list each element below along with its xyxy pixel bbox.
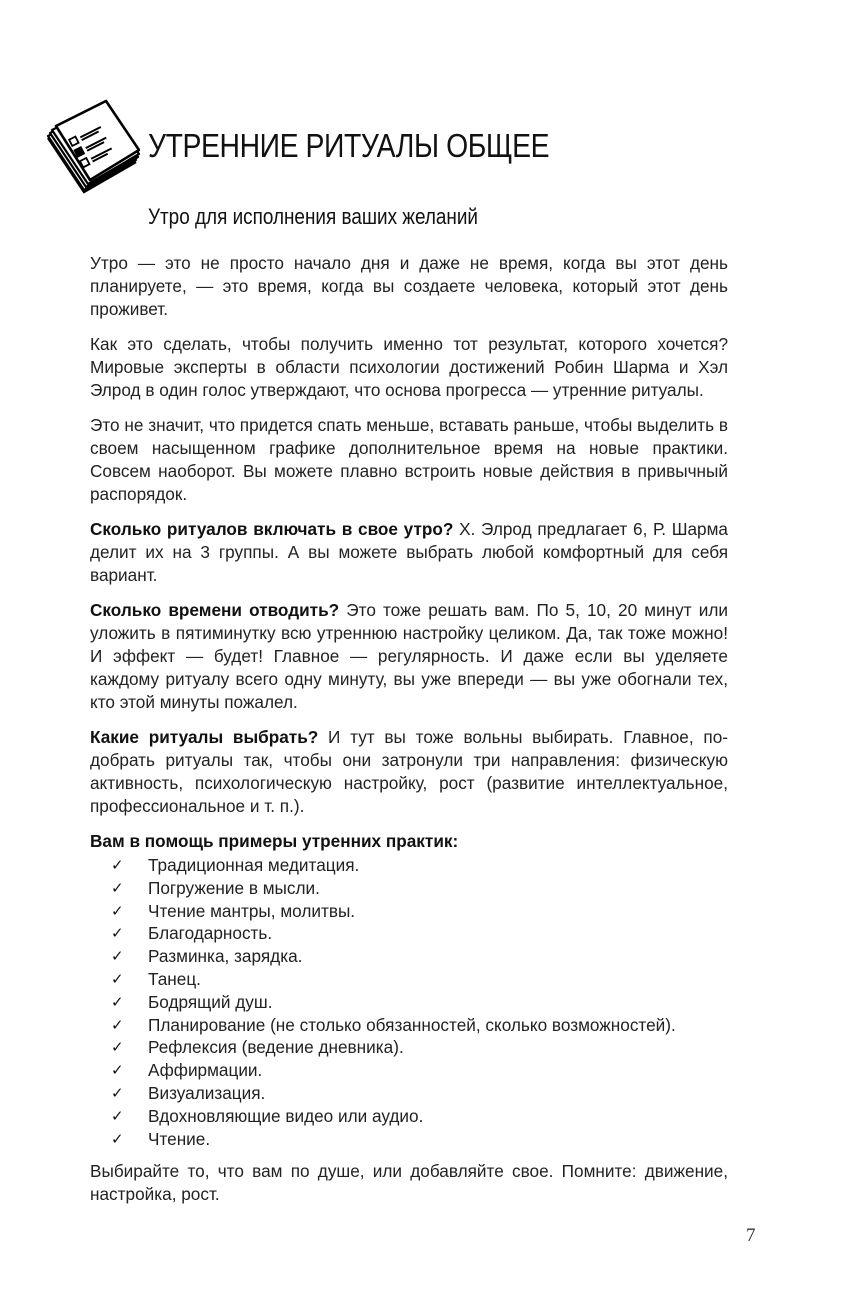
list-item-text: Чтение мантры, молитвы. xyxy=(148,900,356,921)
list-item xyxy=(90,1128,728,1151)
list-item xyxy=(90,922,728,945)
checkmark-icon: ✓ xyxy=(111,924,124,943)
practices-heading: Вам в помощь примеры утренних практик: xyxy=(90,831,459,851)
closing-paragraph: Выбирайте то, что вам по душе, или добавляйте свое. Помните: движение, настройка, рост. xyxy=(90,1161,728,1205)
list-item xyxy=(90,877,728,900)
list-item-text: Вдохновляющие видео или аудио. xyxy=(148,1105,424,1126)
list-item-text: Традиционная медитация. xyxy=(148,855,360,875)
list-item-text: Благодарность. xyxy=(148,923,273,944)
checkmark-icon: ✓ xyxy=(111,878,124,897)
paragraph-lead: Какие ритуалы выбрать? xyxy=(90,727,319,747)
list-item xyxy=(90,854,728,877)
checklist-papers-icon xyxy=(44,98,140,198)
list-item xyxy=(90,1105,728,1128)
list-item-text: Разминка, зарядка. xyxy=(148,946,303,967)
checkmark-icon: ✓ xyxy=(111,1129,124,1148)
paragraph-text: И тут вы тоже вольны выбирать. Главное, подобрать ритуалы так, чтобы они затронули три направления: физическую активность, психологическую настройку, рост (развитие интеллектуальное, профессиональное и т. п.). xyxy=(90,727,728,816)
body-text xyxy=(90,252,728,1218)
paragraph-text: Это не значит, что придется спать меньше, вставать раньше, чтобы выделить в своем насыщенном графике дополнительное время на новые практики. Совсем наоборот. Вы можете плавно встроить новые действия в привычный распорядок. xyxy=(90,415,729,504)
paragraph-text: Утро — это не просто начало дня и даже не время, когда вы этот день планируете, — это время, когда вы создаете человека, который этот день проживет. xyxy=(90,253,728,319)
list-item xyxy=(90,968,728,991)
paragraph-lead: Сколько времени отводить? xyxy=(90,600,340,620)
checkmark-icon: ✓ xyxy=(111,1083,124,1102)
paragraph-text: Х. Элрод предлагает 6, Р. Шарма делит их на 3 группы. А вы можете выбрать любой комфортный для себя вариант. xyxy=(90,519,728,585)
checkmark-icon: ✓ xyxy=(111,1061,124,1080)
list-item xyxy=(90,1036,728,1059)
paragraph xyxy=(90,414,728,506)
paragraph-lead: Сколько ритуалов включать в свое утро? xyxy=(90,519,454,539)
paragraph-time xyxy=(90,599,728,714)
checkmark-icon: ✓ xyxy=(111,1015,124,1034)
checkmark-icon: ✓ xyxy=(111,992,124,1011)
page-number: 7 xyxy=(746,1225,756,1246)
checkmark-icon: ✓ xyxy=(111,1038,124,1057)
list-item-text: Аффирмации. xyxy=(148,1060,263,1081)
list-item-text: Чтение. xyxy=(148,1128,211,1149)
list-item xyxy=(90,1014,728,1037)
checkmark-icon: ✓ xyxy=(111,1106,124,1125)
paragraph-which-rituals xyxy=(90,726,728,818)
paragraph xyxy=(90,252,728,321)
section-subtitle: Утро для исполнения ваших желаний xyxy=(148,204,479,229)
list-item-text: Погружение в мысли. xyxy=(148,877,320,898)
list-item xyxy=(90,945,728,968)
paragraph-ritual-count xyxy=(90,518,728,587)
list-item xyxy=(90,1059,728,1082)
paragraph-text: Как это сделать, чтобы получить именно тот результат, которого хочется? Мировые эксперты в области психологии достижений Робин Шарма и Хэл Элрод в один голос утверждают, что основа прогресса — утренние ритуалы. xyxy=(90,334,728,400)
list-item-text: Танец. xyxy=(148,968,201,989)
checkmark-icon: ✓ xyxy=(111,947,124,966)
practices-list xyxy=(90,854,728,1150)
paragraph xyxy=(90,333,728,402)
paragraph-text: Это тоже решать вам. По 5, 10, 20 минут или уложить в пятиминутку всю утреннюю настройку целиком. Да, так тоже можно! И эффект — будет! Главное — регулярность. И даже если вы уделяете каждому ритуалу всего одну минуту, вы уже впереди — вы уже обогнали тех, кто этой минуты пожалел. xyxy=(90,600,728,712)
list-item xyxy=(90,991,728,1014)
list-item xyxy=(90,1082,728,1105)
checkmark-icon: ✓ xyxy=(111,969,124,988)
list-item-text: Бодрящий душ. xyxy=(148,991,273,1012)
checkmark-icon: ✓ xyxy=(111,901,124,920)
chapter-title: УТРЕННИЕ РИТУАЛЫ ОБЩЕЕ xyxy=(148,127,550,164)
checkmark-icon: ✓ xyxy=(111,856,124,874)
list-item-text: Рефлексия (ведение дневника). xyxy=(148,1037,404,1058)
list-item-text: Планирование (не столько обязанностей, сколько возможностей). xyxy=(148,1014,676,1035)
list-item-text: Визуализация. xyxy=(148,1082,266,1103)
list-item xyxy=(90,900,728,923)
